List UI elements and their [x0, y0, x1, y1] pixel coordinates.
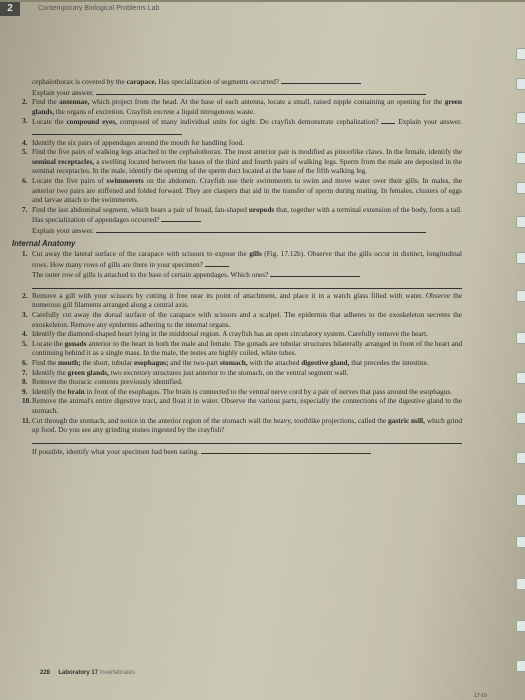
list-item: cephalothorax is covered by the carapace. Has specialization of segments occurred? Explain your answer. — [22, 76, 462, 97]
list-item: 9. Identify the brain in front of the esophagus. The brain is connected to the ventral nerve cord by a pair of nerves that pass around the esophagus. — [22, 386, 453, 396]
edge-tab — [516, 412, 525, 424]
list-item: 7. Identify the green glands, two excretory structures just anterior to the stomach, on the ventral segment wall. — [22, 367, 349, 377]
edge-tab — [516, 48, 525, 60]
edge-tab — [516, 290, 525, 302]
list-item: 2. Remove a gill with your scissors by cutting it free near its point of attachment, and place it in a watch glass filled with water. Observe the numerous gill filaments arranged along a central axis. — [22, 290, 462, 310]
edge-tab — [516, 494, 525, 506]
list-item: 7. Find the last abdominal segment, which bears a pair of broad, fan-shaped uropods that, together with a terminal extension of the body, form a tail. Has specialization of appendages occurred? Explain your answer. — [22, 204, 462, 235]
answer-line[interactable] — [381, 116, 395, 124]
answer-line[interactable] — [161, 214, 201, 222]
answer-line[interactable] — [201, 446, 371, 454]
answer-line[interactable] — [96, 225, 426, 233]
footer-chapter: Invertebrates — [99, 670, 135, 676]
edge-tab — [516, 660, 525, 672]
edge-tab — [516, 112, 525, 124]
edge-tab — [516, 216, 525, 228]
page-number-badge: 2 — [0, 2, 20, 16]
edge-tab — [516, 152, 525, 164]
list-item: If possible, identify what your specimen had been eating. — [22, 446, 462, 457]
page-footer — [40, 670, 135, 676]
list-item: 4. Identify the six pairs of appendages around the mouth for handling food. — [22, 137, 244, 147]
list-item: 4. Identify the diamond-shaped heart lying in the middorsal region. A crayfish has an open circulatory system. Carefully remove the heart. — [22, 329, 428, 339]
page-top-edge — [0, 0, 525, 2]
edge-tab — [516, 452, 525, 464]
footer-code: 17-16 — [474, 693, 487, 699]
edge-tab — [516, 372, 525, 384]
edge-tab — [516, 332, 525, 344]
list-item: 5. Locate the gonads anterior to the heart in both the male and female. The gonads are tubular structures bilaterally arranged in front of the heart and continuing behind it as a single mass. In the male, the testes are highly coiled, white tubes. — [22, 338, 462, 358]
answer-line[interactable] — [32, 282, 462, 289]
running-header: Contemporary Biological Problems Lab — [38, 5, 160, 12]
edge-tab — [516, 536, 525, 548]
list-item: 10. Remove the animal's entire digestive tract, and float it in water. Observe the various parts, especially the connections of the digestive gland to the stomach. — [22, 396, 462, 415]
edge-tab — [516, 252, 525, 264]
footer-lab-title: Laboratory 17 — [58, 670, 99, 676]
answer-line[interactable] — [96, 87, 426, 95]
list-item: 2. Find the antennae, which project from the head. At the base of each antenna, locate a small, raised nipple containing an opening for the green glands, the organs of excretion. Crayfish excrete a liquid nitrogenous waste. — [22, 97, 462, 116]
footer-page-number: 228 — [40, 670, 51, 676]
list-item: 3. Carefully cut away the dorsal surface of the carapace with scissors and a scalpel. The epidermis that adheres to the exoskeleton secretes the exoskeleton. Remove any epidermis adhering to the internal organs. — [22, 310, 462, 329]
list-item: 6. Find the mouth; the short, tubular esophagus; and the two-part stomach, with the attached digestive gland, that precedes the intestine. — [22, 358, 429, 368]
edge-tab — [516, 182, 525, 194]
list-item: 3. Locate the compound eyes, composed of many individual units for sight. Do crayfish demonstrate cephalization? Explain your answer. — [22, 116, 462, 137]
page-edge-tabs — [513, 48, 525, 688]
answer-line[interactable] — [32, 127, 182, 135]
list-item: 1. Cut away the lateral surface of the carapace with scissors to expose the gills (Fig. 17.12b). Observe that the gills occur in distinct, longitudinal rows. How many rows of gills are there in your specimen? The outer row of gills is attached to the base of certain appendages. Which ones? — [22, 249, 462, 280]
list-item: 5. Find the five pairs of walking legs attached to the cephalothorax. The most anterior pair is modified as pincerlike claws. In the female, identify the seminal receptacles, a swelling located between the bases of the third and fourth pairs of walking legs. Sperm from the male are deposited in the seminal receptacles. In the male, identify the opening of the sperm duct located at the base of the fifth walking leg. — [22, 147, 462, 176]
answer-line[interactable] — [270, 269, 360, 277]
list-item: 6. Locate the five pairs of swimmerets on the abdomen. Crayfish use their swimmerets to swim and move water over their gills. In males, the anterior two pairs are stiffened and folded forward. They are claspers that aid in the transfer of sperm during mating. In females, clusters of eggs and larvae attach to the swimmerets. — [22, 175, 462, 205]
section-heading-internal-anatomy: Internal Anatomy — [12, 238, 76, 248]
answer-line[interactable] — [205, 259, 229, 267]
list-item: 11. Cut through the stomach, and notice in the anterior region of the stomach wall the heavy, toothlike projections, called the gastric mill, which grind up food. Do you see any grinding stones ingested by the crayfish? — [22, 415, 462, 435]
worksheet-body — [12, 76, 463, 456]
answer-line[interactable] — [32, 437, 462, 444]
answer-line[interactable] — [281, 76, 361, 84]
edge-tab — [516, 620, 525, 632]
edge-tab — [516, 578, 525, 590]
edge-tab — [516, 78, 525, 90]
list-item: 8. Remove the thoracic contents previously identified. — [22, 377, 183, 387]
